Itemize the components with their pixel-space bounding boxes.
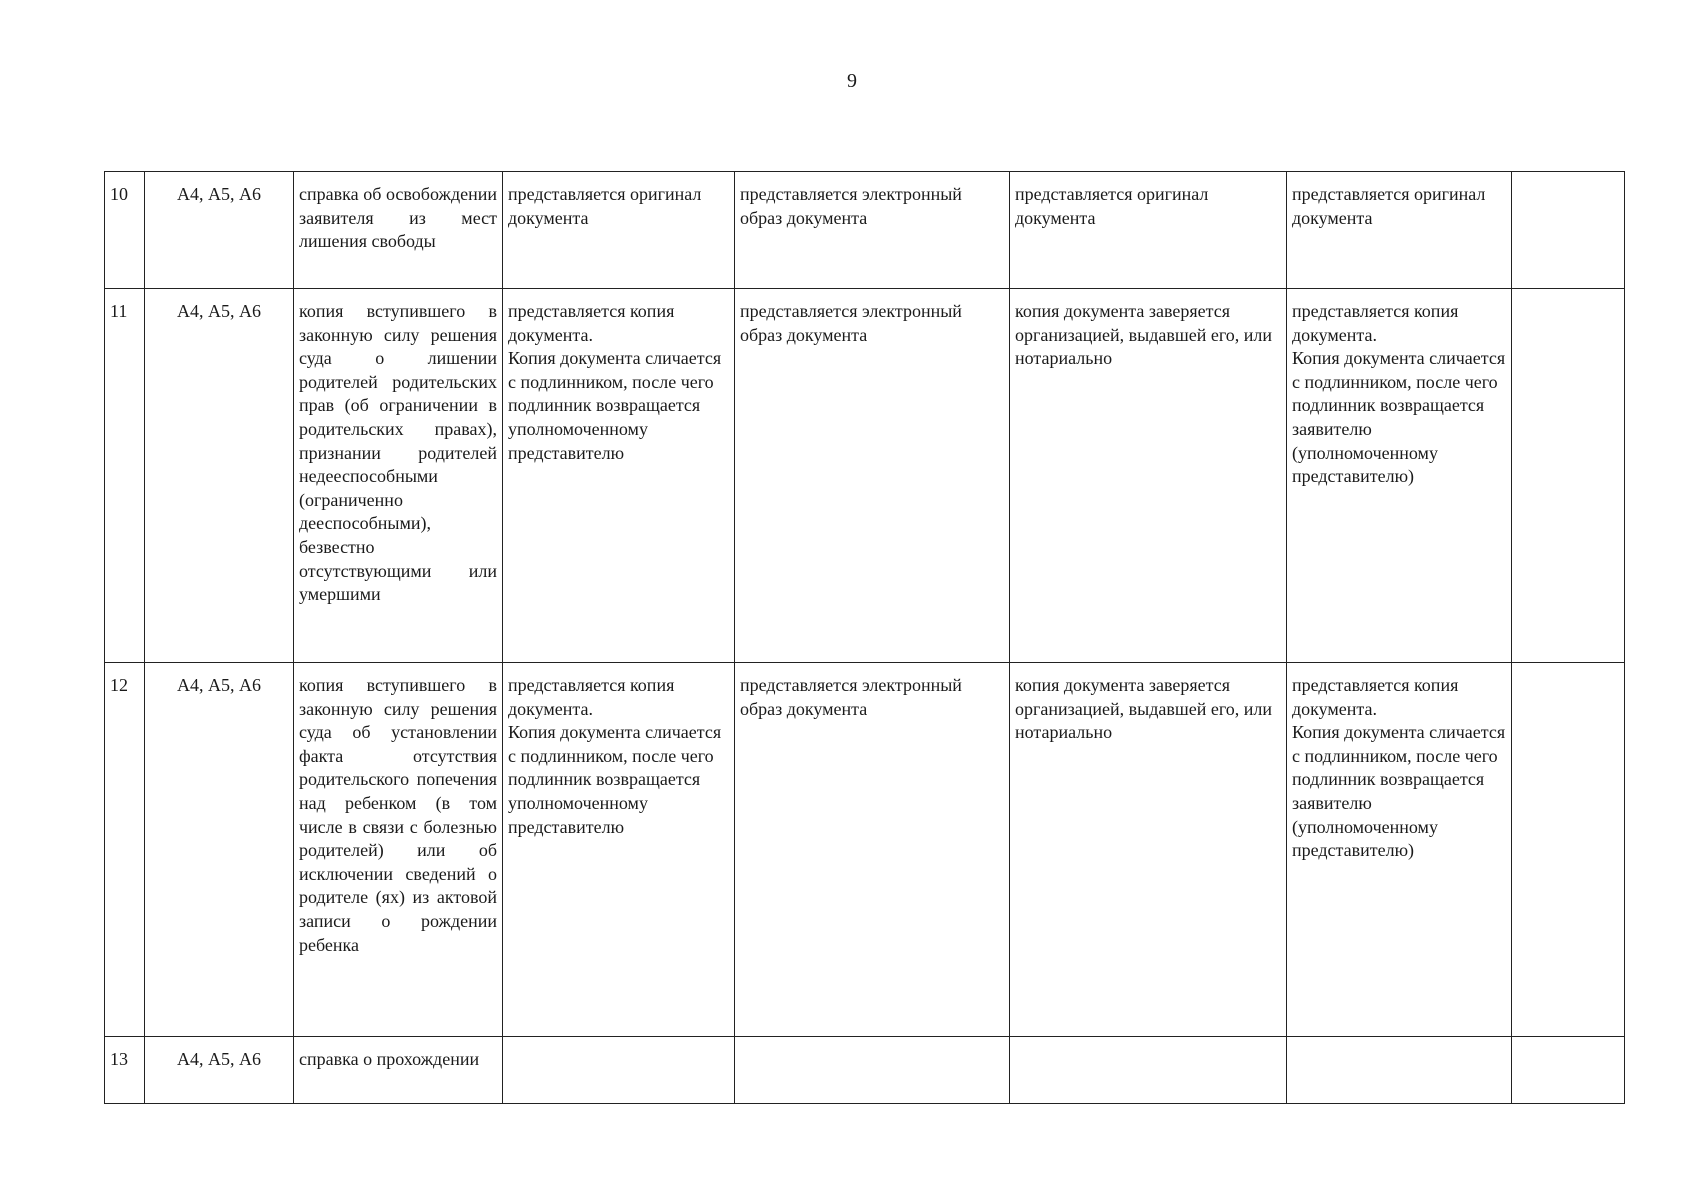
submission-rule-cell bbox=[1287, 172, 1512, 289]
submission-rule-cell bbox=[735, 172, 1010, 289]
submission-rule-cell bbox=[1010, 172, 1287, 289]
submission-rule-cell bbox=[1287, 663, 1512, 1037]
empty-cell bbox=[1512, 663, 1625, 1037]
cell-text: представляется копия документа. Копия документа сличается с подлинником, после чего подлинник возвращается заявителю (уполномоченному представителю) bbox=[1292, 675, 1506, 861]
cell-text: представляется копия документа. Копия документа сличается с подлинником, после чего подлинник возвращается уполномоченному представителю bbox=[508, 301, 722, 463]
applicant-codes: А4, А5, А6 bbox=[145, 289, 294, 663]
document-name: копия вступившего в законную силу решения суда об установлении факта отсутствия родительского попечения над ребенком (в том числе в связи с болезнью родителей) или об исключении сведений о родителе (ях) из актовой записи о рождении ребенка bbox=[294, 663, 503, 1037]
row-number: 10 bbox=[105, 172, 145, 289]
submission-rule-cell bbox=[1287, 1037, 1512, 1104]
row-number: 13 bbox=[105, 1037, 145, 1104]
cell-text: представляется оригинал документа bbox=[508, 184, 702, 228]
table-row bbox=[105, 663, 1625, 1037]
applicant-codes: А4, А5, А6 bbox=[145, 663, 294, 1037]
document-name: копия вступившего в законную силу решения суда о лишении родителей родительских прав (об ограничении в родительских правах), признании родителей недееспособными (ограниченно дееспособными), безвестно отсутствующими или умершими bbox=[294, 289, 503, 663]
empty-cell bbox=[1512, 289, 1625, 663]
submission-rule-cell bbox=[735, 1037, 1010, 1104]
submission-rule-cell bbox=[503, 1037, 735, 1104]
cell-text: представляется электронный образ документа bbox=[740, 675, 962, 719]
submission-rule-cell bbox=[735, 663, 1010, 1037]
page-number: 9 bbox=[847, 70, 857, 92]
cell-text: представляется электронный образ документа bbox=[740, 184, 962, 228]
table-row bbox=[105, 289, 1625, 663]
documents-table bbox=[104, 171, 1625, 1104]
submission-rule-cell bbox=[1010, 289, 1287, 663]
cell-text: копия документа заверяется организацией, выдавшей его, или нотариально bbox=[1015, 675, 1273, 743]
document-name: справка о прохождении bbox=[294, 1037, 503, 1104]
applicant-codes: А4, А5, А6 bbox=[145, 172, 294, 289]
table-row bbox=[105, 172, 1625, 289]
submission-rule-cell bbox=[735, 289, 1010, 663]
cell-text: представляется электронный образ документа bbox=[740, 301, 962, 345]
empty-cell bbox=[1512, 1037, 1625, 1104]
cell-text: представляется оригинал документа bbox=[1292, 184, 1486, 228]
cell-text: представляется копия документа. Копия документа сличается с подлинником, после чего подлинник возвращается уполномоченному представителю bbox=[508, 675, 722, 837]
submission-rule-cell bbox=[503, 172, 735, 289]
submission-rule-cell bbox=[1010, 663, 1287, 1037]
row-number: 12 bbox=[105, 663, 145, 1037]
document-name: справка об освобождении заявителя из мест лишения свободы bbox=[294, 172, 503, 289]
submission-rule-cell bbox=[503, 289, 735, 663]
table-row bbox=[105, 1037, 1625, 1104]
cell-text: представляется копия документа. Копия документа сличается с подлинником, после чего подлинник возвращается заявителю (уполномоченному представителю) bbox=[1292, 301, 1506, 487]
cell-text: копия документа заверяется организацией, выдавшей его, или нотариально bbox=[1015, 301, 1273, 369]
submission-rule-cell bbox=[503, 663, 735, 1037]
applicant-codes: А4, А5, А6 bbox=[145, 1037, 294, 1104]
empty-cell bbox=[1512, 172, 1625, 289]
submission-rule-cell bbox=[1010, 1037, 1287, 1104]
cell-text: представляется оригинал документа bbox=[1015, 184, 1209, 228]
submission-rule-cell bbox=[1287, 289, 1512, 663]
row-number: 11 bbox=[105, 289, 145, 663]
